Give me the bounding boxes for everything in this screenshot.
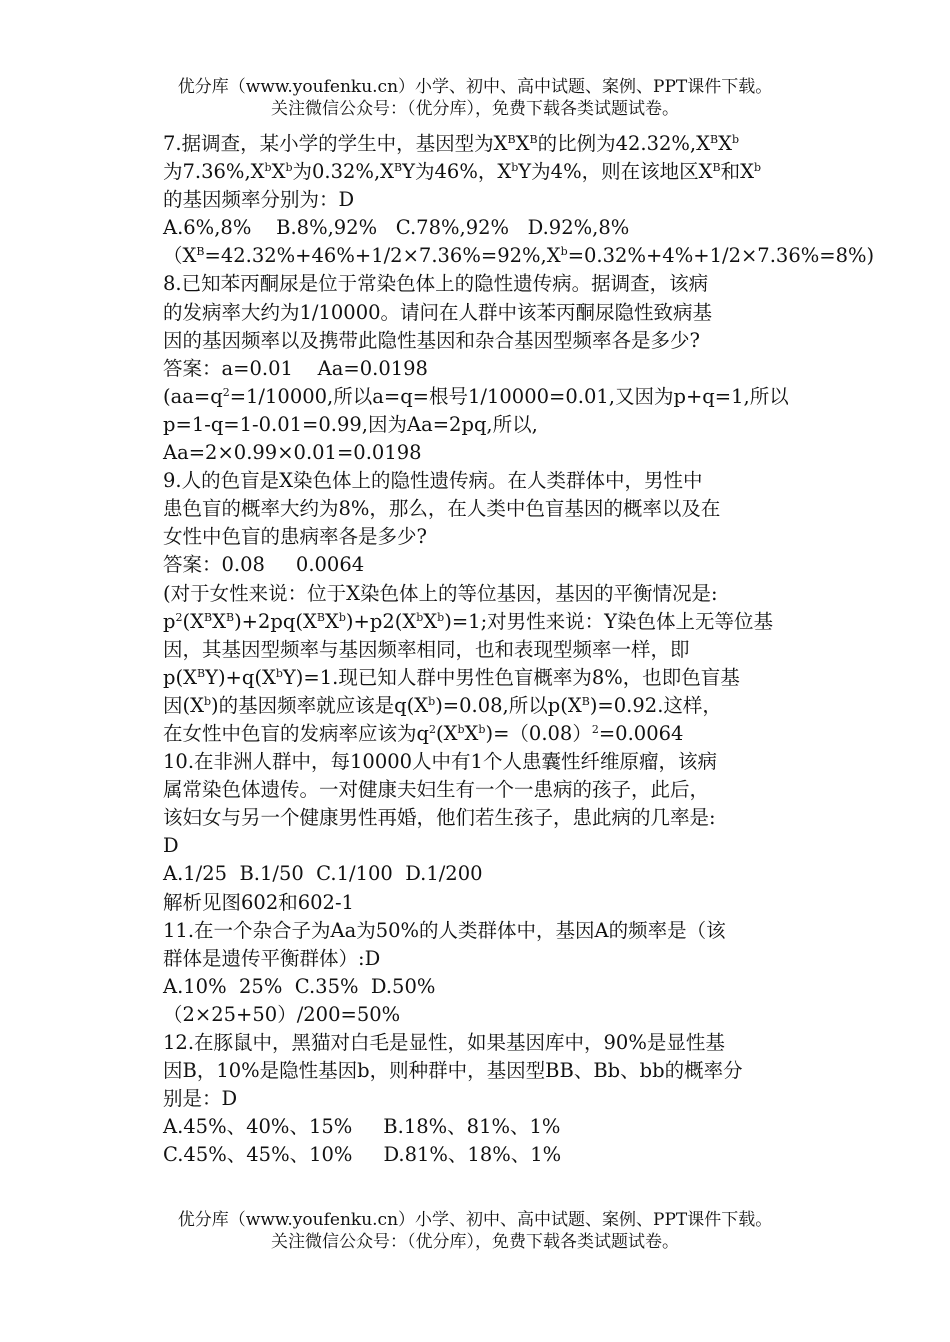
text-line: 答案：0.08 0.0064 [163, 553, 365, 577]
text-line: 的发病率大约为1/10000。请问在人群中该苯丙酮尿隐性致病基 [163, 300, 713, 324]
text-line: 属常染色体遗传。一对健康夫妇生有一个一患病的孩子，此后， [163, 778, 710, 802]
text-line: 9.人的色盲是X染色体上的隐性遗传病。在人类群体中，男性中 [163, 469, 703, 493]
text-line: 群体是遗传平衡群体）:D [163, 946, 381, 970]
text-line: $p(X^BY)+q(X^bY)=1$.现已知人群中男性色盲概率为8%，也即色盲基 [163, 665, 740, 689]
text-line: （2×25+50）/200=50% [163, 1002, 401, 1026]
text-line: 患色盲的概率大约为8%，那么，在人类中色盲基因的概率以及在 [163, 497, 721, 521]
text-line: 为$7.36\%,X^bX^b$为$0.32\%,X^BY$为46%，$X^bY$为4%，则在该地区$X^B$和$X^b$ [163, 160, 762, 184]
text-line: 因的基因频率以及携带此隐性基因和杂合基因型频率各是多少? [163, 328, 700, 352]
text-line: A.6%,8% B.8%,92% C.78%,92% D.92%,8% [163, 216, 630, 240]
text-line: A.10% 25% C.35% D.50% [163, 974, 436, 998]
header-line-2: 关注微信公众号：（优分库），免费下载各类试题试卷。 [271, 99, 679, 119]
footer-line-2: 关注微信公众号：（优分库），免费下载各类试题试卷。 [271, 1232, 679, 1252]
text-line: $(X^B=42.32\%+46\%+1/2\times 7.36\%=92\%,X^b=0.32\%+4\%+1/2\times 7.36\%=8\%)$ [163, 244, 875, 268]
text-line: 因B，10%是隐性基因b，则种群中，基因型BB、Bb、bb的概率分 [163, 1059, 743, 1083]
text-line: 因，其基因型频率与基因频率相同，也和表现型频率一样，即 [163, 637, 690, 661]
text-line: p=1-q=1-0.01=0.99,因为Aa=2pq,所以, [163, 412, 538, 436]
text-line: Aa=2×0.99×0.01=0.0198 [163, 441, 422, 465]
text-line: C.45%、45%、10% D.81%、18%、1% [163, 1143, 562, 1167]
text-line: D [163, 834, 179, 858]
text-line: A.45%、40%、15% B.18%、81%、1% [163, 1115, 561, 1139]
text-line: A.1/25 B.1/50 C.1/100 D.1/200 [163, 862, 483, 886]
text-line: 11.在一个杂合子为Aa为50%的人类群体中，基因A的频率是（该 [163, 918, 726, 942]
text-line: 8.已知苯丙酮尿是位于常染色体上的隐性遗传病。据调查，该病 [163, 272, 709, 296]
text-line: (对于女性来说：位于X染色体上的等位基因，基因的平衡情况是: [163, 581, 718, 605]
text-line: 的基因频率分别为：D [163, 188, 355, 212]
text-line: 女性中色盲的患病率各是多少? [163, 525, 427, 549]
text-line: ($aa=q^2=1/10000$,所以a=q=根号1/10000=0.01,又因为p+q=1,所以 [163, 384, 789, 408]
text-line: 答案：a=0.01 Aa=0.0198 [163, 356, 428, 380]
text-line: 12.在豚鼠中，黑猫对白毛是显性，如果基因库中，90%是显性基 [163, 1031, 725, 1054]
text-line: 别是：D [163, 1087, 238, 1111]
text-line: 解析见图602和602-1 [163, 890, 354, 914]
text-line: 因$(X^b)$的基因频率就应该是$q(X^b)=0.08$,所以$p(X^B)=0.92$.这样， [163, 693, 722, 717]
text-line: 在女性中色盲的发病率应该为$q^2(X^bX^b)=(0.08)^2=0.0064$ [163, 721, 684, 745]
text-line: 该妇女与另一个健康男性再婚，他们若生孩子，患此病的几率是: [163, 806, 716, 830]
footer-line-1: 优分库（www.youfenku.cn）小学、初中、高中试题、案例、PPT课件下载。 [177, 1210, 773, 1230]
page-header [0, 76, 950, 120]
page-footer [0, 1209, 950, 1253]
text-line: $p^2(X^BX^B)+2pq(X^BX^b)+p2(X^bX^b)=1$;对男性来说：Y染色体上无等位基 [163, 609, 774, 633]
text-line: 7.据调查，某小学的学生中，基因型为$X^BX^B$的比例为$42.32\%,X^BX^b$ [163, 132, 740, 155]
document-body [163, 130, 875, 1169]
header-line-1: 优分库（www.youfenku.cn）小学、初中、高中试题、案例、PPT课件下载。 [177, 77, 773, 97]
text-line: 10.在非洲人群中，每10000人中有1个人患囊性纤维原瘤，该病 [163, 750, 717, 774]
